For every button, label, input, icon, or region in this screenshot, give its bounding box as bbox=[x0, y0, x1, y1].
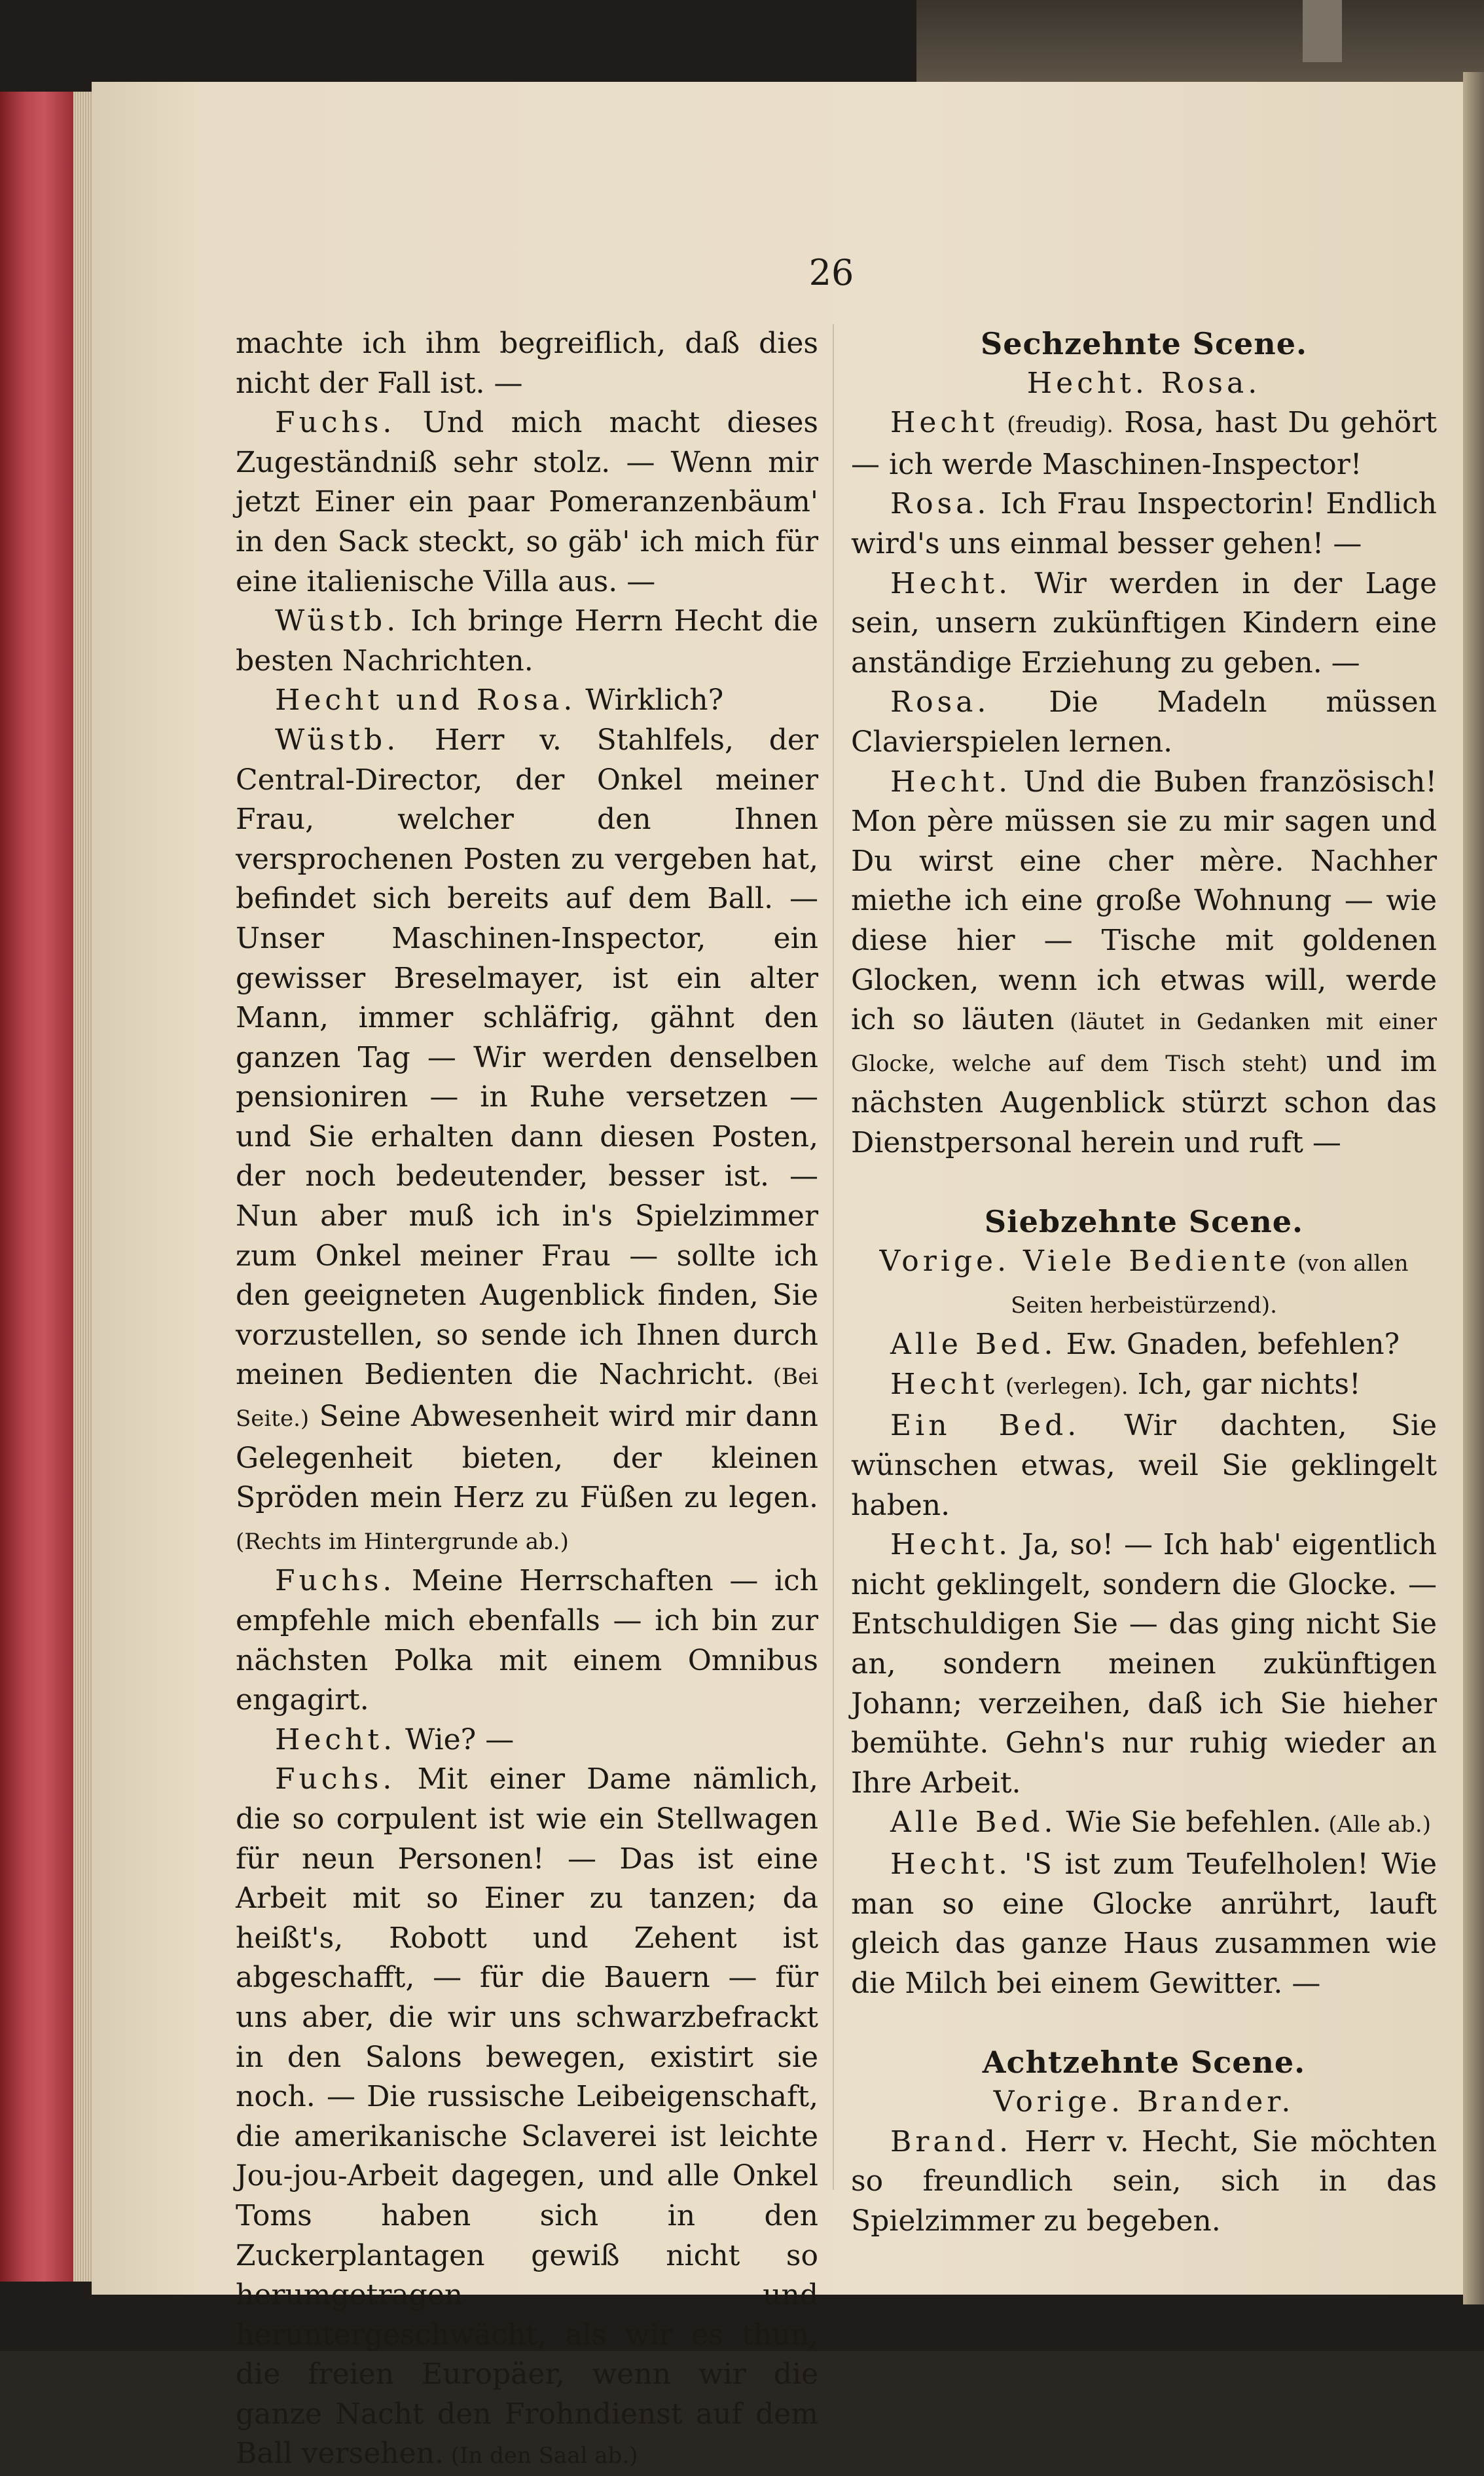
dialogue-text: Herr v. Hecht, Sie möchten so freundlich sein, sich in das Spielzimmer zu begeben. bbox=[851, 2124, 1437, 2238]
dialogue-paragraph bbox=[851, 564, 1437, 683]
dialogue-text: 'S ist zum Teufelholen! Wie man so eine Glocke anrührt, lauft gleich das ganze Haus zusammen wie die Milch bei einem Gewitter. — bbox=[851, 1847, 1437, 2000]
dialogue-paragraph bbox=[851, 1803, 1437, 1845]
dialogue-paragraph bbox=[851, 1845, 1437, 2003]
dialogue-text: Ich Frau Inspectorin! Endlich wird's uns einmal besser gehen! — bbox=[851, 487, 1437, 560]
cast-list bbox=[851, 1242, 1437, 1325]
dialogue-text: Wir werden in der Lage sein, unsern zukünftigen Kindern eine anständige Erziehung zu geben. — bbox=[851, 566, 1437, 680]
speaker-name: Rosa. bbox=[890, 487, 990, 521]
dialogue-text: Und mich macht dieses Zugeständniß sehr stolz. — Wenn mir jetzt Einer ein paar Pomeranzenbäum' in den Sack steckt, so gäb' ich mich für eine italienische Villa aus. — bbox=[236, 406, 818, 598]
stage-direction: (Rechts im Hintergrunde ab.) bbox=[236, 1528, 569, 1555]
scene-heading: Siebzehnte Scene. bbox=[984, 1204, 1304, 1240]
speaker-name: Hecht. bbox=[890, 765, 1012, 799]
scene-spacing bbox=[851, 1163, 1437, 1202]
dialogue-paragraph bbox=[851, 1365, 1437, 1407]
dialogue-paragraph bbox=[236, 1760, 818, 2476]
red-page-edge bbox=[0, 92, 73, 2282]
speaker-name: Hecht bbox=[890, 406, 999, 440]
speaker-name: Ein Bed. bbox=[890, 1409, 1081, 1443]
column-divider bbox=[833, 324, 834, 2190]
scene-heading: Sechzehnte Scene. bbox=[981, 326, 1307, 361]
dialogue-paragraph bbox=[851, 763, 1437, 1163]
stage-direction: (verlegen). bbox=[998, 1373, 1129, 1400]
right-page-edge bbox=[1463, 72, 1484, 2304]
dialogue-text: Und die Buben französisch! Mon père müssen sie zu mir sagen und Du wirst eine cher mère. Nachher miethe ich eine große Wohnung — wie diese hier — Tische mit goldenen Glocken, wenn ich etwas will, werde ich so läuten bbox=[851, 765, 1437, 1037]
stage-direction: (läutet in Gedanken mit einer Glocke, welche auf dem Tisch steht) bbox=[851, 1009, 1438, 1077]
dialogue-text: Ich, gar nichts! bbox=[1128, 1367, 1361, 1401]
dialogue-paragraph bbox=[851, 1525, 1437, 1803]
left-text-column bbox=[236, 324, 818, 2476]
dialogue-paragraph bbox=[236, 602, 818, 681]
dialogue-text: Herr v. Stahlfels, der Central-Director, der Onkel meiner Frau, welcher den Ihnen versprochenen Posten zu vergeben hat, befindet sich bereits auf dem Ball. — Unser Maschinen-Inspector, ein gewisser Breselmayer, ist ein alter Mann, immer schläfrig, gähnt den ganzen Tag — Wir werden denselben pensioniren — in Ruhe versetzen — und Sie erhalten dann diesen Posten, der noch bedeutender, besser ist. — Nun aber muß ich in's Spielzimmer zum Onkel meiner Frau — sollte ich den geeigneten Augenblick finden, Sie vorzustellen, so sende ich Ihnen durch meinen Bedienten die Nachricht. bbox=[236, 723, 818, 1392]
dialogue-text: Ich bringe Herrn Hecht die besten Nachrichten. bbox=[236, 604, 818, 678]
stage-direction: (freudig). bbox=[998, 412, 1113, 439]
stage-direction: (Bei Seite.) bbox=[236, 1364, 818, 1432]
speaker-name: Brand. bbox=[890, 2124, 1013, 2158]
dialogue-paragraph bbox=[851, 683, 1437, 762]
dialogue-text: Wie? — bbox=[396, 1722, 515, 1757]
speaker-name: Fuchs. bbox=[275, 406, 396, 440]
background-shadow bbox=[916, 0, 1484, 82]
cast-list bbox=[851, 2083, 1437, 2122]
cast-names: Hecht. Rosa. bbox=[1026, 366, 1261, 400]
stage-direction: (von allen Seiten herbeistürzend). bbox=[1011, 1250, 1409, 1319]
dialogue-paragraph bbox=[236, 403, 818, 602]
speaker-name: Hecht. bbox=[275, 1722, 397, 1757]
dialogue-text: Wir dachten, Sie wünschen etwas, weil Sie geklingelt haben. bbox=[851, 1409, 1437, 1522]
dialogue-text: Die Madeln müssen Clavierspielen lernen. bbox=[851, 685, 1437, 759]
speaker-name: Hecht und Rosa. bbox=[275, 683, 577, 718]
scene-heading: Achtzehnte Scene. bbox=[982, 2045, 1306, 2081]
dialogue-paragraph bbox=[236, 1720, 818, 1760]
dialogue-text: Seine Abwesenheit wird mir dann Gelegenheit bieten, der kleinen Spröden mein Herz zu Füßen zu legen. bbox=[236, 1400, 818, 1515]
dialogue-paragraph bbox=[851, 1325, 1437, 1365]
speaker-name: Hecht. bbox=[890, 1847, 1012, 1881]
speaker-name: Fuchs. bbox=[275, 1564, 396, 1598]
dialogue-paragraph bbox=[236, 1561, 818, 1720]
dialogue-text: Wirklich? bbox=[576, 683, 724, 718]
dialogue-text: Wie Sie befehlen. bbox=[1057, 1806, 1322, 1840]
dialogue-text: Mit einer Dame nämlich, die so corpulent ist wie ein Stellwagen für neun Personen! — Das ist eine Arbeit mit so Einer zu tanzen; da heißt's, Robott und Zehent ist abgeschafft, — für die Bauern — für uns aber, die wir uns schwarzbefrackt in den Salons bewegen, existirt sie noch. — Die russische Leibeigenschaft, die amerikanische Sclaverei ist leichte Jou-jou-Arbeit dagegen, und alle Onkel Toms haben sich in den Zuckerplantagen gewiß nicht so herumgetragen und heruntergeschwächt, als wir es thun, die freien Europäer, wenn wir die ganze Nacht den Frohndienst auf dem Ball versehen. bbox=[236, 1762, 818, 2471]
cast-names: Vorige. Brander. bbox=[993, 2085, 1295, 2119]
speaker-name: Alle Bed. bbox=[890, 1328, 1057, 1362]
scene-spacing bbox=[851, 2003, 1437, 2043]
speaker-name: Hecht. bbox=[890, 1528, 1012, 1562]
dialogue-paragraph bbox=[851, 484, 1437, 564]
right-text-column bbox=[851, 324, 1437, 2241]
page-stack-edge bbox=[73, 92, 92, 2282]
dialogue-paragraph bbox=[236, 324, 818, 403]
dialogue-paragraph bbox=[851, 2122, 1437, 2242]
dialogue-text: Ja, so! — Ich hab' eigentlich nicht geklingelt, sondern die Glocke. — Entschuldigen Sie — das ging nicht Sie an, sondern meinen zukünftigen Johann; verzeihen, daß ich Sie hieher bemühte. Gehn's nur ruhig wieder an Ihre Arbeit. bbox=[851, 1528, 1437, 1800]
stage-direction: (Alle ab.) bbox=[1321, 1811, 1431, 1838]
bookmark-ribbon bbox=[1303, 0, 1342, 62]
speaker-name: Fuchs. bbox=[275, 1762, 396, 1796]
dialogue-paragraph bbox=[851, 403, 1437, 484]
speaker-name: Wüstb. bbox=[275, 604, 400, 638]
dialogue-text: Meine Herrschaften — ich empfehle mich ebenfalls — ich bin zur nächsten Polka mit einem Omnibus engagirt. bbox=[236, 1564, 818, 1717]
dialogue-text: Ew. Gnaden, befehlen? bbox=[1057, 1328, 1400, 1362]
speaker-name: Rosa. bbox=[890, 685, 990, 719]
speaker-name: Alle Bed. bbox=[890, 1806, 1057, 1840]
page-number: 26 bbox=[808, 252, 854, 293]
dialogue-text: und im nächsten Augenblick stürzt schon das Dienstpersonal herein und ruft — bbox=[851, 1044, 1438, 1159]
dialogue-paragraph bbox=[236, 681, 818, 721]
dialogue-text: machte ich ihm begreiflich, daß dies nicht der Fall ist. — bbox=[236, 327, 818, 400]
speaker-name: Hecht bbox=[890, 1367, 999, 1401]
dialogue-paragraph bbox=[236, 721, 818, 1561]
cast-names: Vorige. Viele Bediente bbox=[879, 1245, 1290, 1279]
dialogue-text: Rosa, hast Du gehört — ich werde Maschinen-Inspector! bbox=[851, 406, 1437, 481]
speaker-name: Hecht. bbox=[890, 566, 1012, 600]
speaker-name: Wüstb. bbox=[275, 723, 400, 757]
cast-list bbox=[851, 364, 1437, 404]
dialogue-paragraph bbox=[851, 1406, 1437, 1525]
stage-direction: (In den Saal ab.) bbox=[443, 2443, 638, 2469]
